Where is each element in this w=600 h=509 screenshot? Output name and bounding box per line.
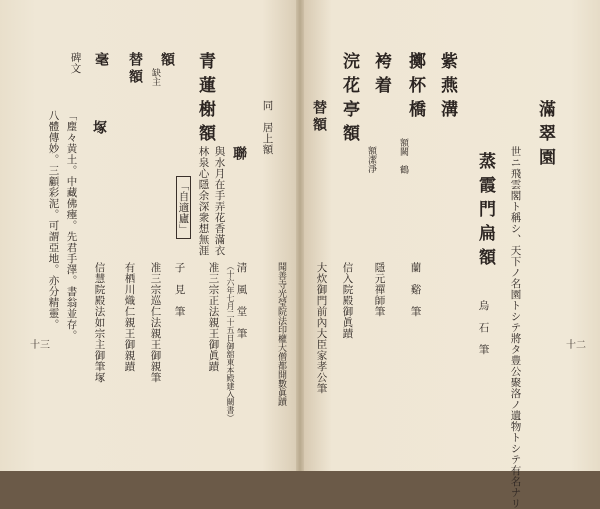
entry-text-mansui-en: 世ニ飛雲閣ト稱シ、天下ノ名園トシテ將タ豊公聚洛ノ遺物トシテ有名ナリ	[509, 146, 522, 509]
entry-title-joka-mon: 蒸霞門扁額	[475, 152, 495, 272]
you-qi-author: 有栖川熾仁親王御親蹟	[123, 262, 136, 372]
stele-label: 碑文	[69, 52, 82, 74]
zi-tai-boxed: 「自適廬」	[176, 176, 191, 239]
entry-author-ingen: 隱元禪師筆	[373, 262, 386, 317]
qing-feng-note: （十六年七月二十五日御舘東本殿建入闕書）	[226, 262, 235, 422]
entry-title-shien-ko: 紫燕溝	[437, 52, 457, 124]
e-label: 額	[159, 52, 175, 69]
replacement-plaque-left: 替額	[127, 52, 143, 86]
entry-sub-replacement-plaque: 替額	[311, 100, 327, 134]
page-number-right: 十二	[566, 340, 586, 351]
entry-author-shinnyu: 信入院殿御眞蹟	[341, 262, 354, 339]
entry-note-tekihai-kyo: 額闕 鶴	[398, 138, 408, 174]
lian-title: 聯	[231, 146, 247, 163]
same-header-plaque: 同 居上額	[261, 100, 274, 155]
zi-jian-author: 子 見 筆	[173, 262, 186, 317]
entry-author-ooinomikado: 大炊御門前內大臣家孝公筆	[315, 262, 328, 394]
poem-line-1: 與水月在手弄花香滿衣	[213, 146, 226, 256]
entry-title-tekihai-kyo: 擲杯橋	[405, 52, 425, 124]
temple-text: 聞善寺光瑩院法印權大僧都開數眞蹟	[276, 262, 286, 406]
poem-line-2: 林泉心隱余深衆想無涯	[197, 146, 210, 256]
tomb-author: 信慧院殿法如宗主御筆塚	[93, 262, 106, 383]
entry-title-kochaku: 袴着	[371, 52, 391, 100]
page-number-left: 十三	[30, 340, 50, 351]
hao-title: 毫	[93, 52, 109, 69]
stele-line-2: 八體傳妙。三顧彩泥。可謂亞地。亦分精靈。	[47, 110, 60, 330]
tomb-title: 塚	[91, 120, 107, 137]
jun-san-note: 准三宗正法親王御眞蹟	[207, 262, 220, 372]
stele-line-1: 「塵々黄土。中藏佛瘞。先君手澤。書翁並存。	[65, 110, 78, 341]
entry-note-kochaku: 額潔淨	[366, 146, 376, 173]
qing-lian-title: 青蓮榭額	[195, 52, 215, 148]
book-gutter	[296, 0, 304, 471]
left-page	[0, 0, 298, 471]
qing-feng-author: 清 風 堂 筆	[235, 262, 248, 339]
zhun-san-author: 准三宗巡仁法親王御親筆	[149, 262, 162, 383]
entry-author-joka-mon: 烏 石 筆	[477, 300, 490, 355]
entry-title-mansui-en: 滿翠園	[535, 100, 555, 172]
entry-title-kanka-tei: 浣花亭額	[339, 52, 359, 148]
entry-author-lan-xi: 蘭 谿 筆	[409, 262, 422, 317]
e-sub: 缺主	[150, 68, 160, 86]
